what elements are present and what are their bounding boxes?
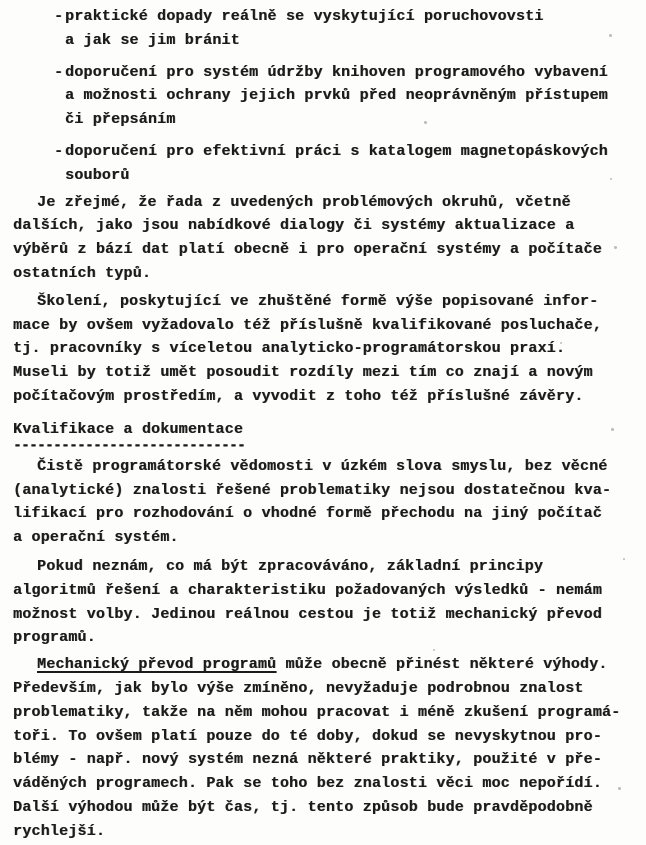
text-line: možnost volby. Jedinou reálnou cestou je totiž mechanický převod [13,605,602,623]
text-line: (analytické) znalosti řešené problematiky nejsou dostatečnou kva- [13,481,612,499]
text-line: Především, jak bylo výše zmíněno, nevyžaduje podrobnou znalost [13,679,584,697]
paragraph [0,455,646,550]
scan-speck [560,342,562,344]
scan-speck [611,428,614,431]
paragraph [0,555,646,650]
bullet-marker: - [54,63,64,81]
bullet-list [0,5,646,188]
text-line [0,653,646,677]
bullet-item [0,5,646,53]
text-line [0,61,646,85]
text-line: a možnosti ochrany jejich prvků před neoprávněným přístupem [65,87,608,105]
text-line: Školení, poskytující ve zhuštěné formě výše popisované infor- [37,292,599,310]
scan-speck [623,558,625,560]
text-line: ostatních typů. [13,264,152,282]
paragraph [0,191,646,286]
bullet-marker: - [54,8,64,25]
paragraph [0,653,646,843]
scan-speck [610,178,612,180]
text-line: programů. [13,629,96,647]
text-line: tj. pracovníky s víceletou analyticko-programátorskou praxí. [13,340,566,358]
scan-speck [433,649,435,651]
paragraph [0,290,646,409]
bullet-text: doporučení pro efektivní práci s katalogem magnetopáskových [65,142,608,160]
text-line: algoritmů řešení a charakteristiku požadovaných výsledků - nemám [13,581,602,599]
bullet-marker: - [54,142,64,160]
text-line: výběrů z bází dat platí obecně i pro operační systémy a počítače [13,241,602,259]
text-line: dalších, jako jsou nabídkové dialogy či systémy aktualizace a [13,217,575,235]
bullet-item [0,140,646,188]
text-line: počítačovým prostředím, a vyvodit z toho též příslušné závěry. [13,387,584,405]
scan-speck [609,34,612,37]
text-line: toři. To ovšem platí pouze do té doby, dokud se nevyskytnou pro- [13,727,602,745]
text-line: či přepsáním [65,111,176,129]
section-heading: Kvalifikace a dokumentace [13,420,244,438]
text-line: Pokud neznám, co má být zpracováváno, základní principy [37,557,544,575]
line-rest: může obecně přinést některé výhody. [276,656,608,674]
scan-speck [424,121,427,124]
bullet-text: doporučení pro systém údržby knihoven programového vybavení [65,63,608,81]
text-line: Čistě programátorské vědomosti v úzkém slova smyslu, bez věcné [37,457,608,475]
text-line [0,5,646,29]
text-line: mace by ovšem vyžadovalo též příslušně kvalifikované posluchače, [13,316,602,334]
text-line: problematiky, takže na něm mohou pracovat i méně zkušení programá- [13,703,621,721]
text-line: Další výhodou může být čas, tj. tento způsob bude pravděpodobně [13,798,593,816]
text-line: rychlejší. [13,822,106,840]
text-line: a operační systém. [13,529,179,547]
text-line: lifikací pro rozhodování o vhodné formě přechodu na jiný počítač [13,505,602,523]
bullet-text: praktické dopady reálně se vyskytující poruchovovsti [65,8,544,25]
text-line: souborů [65,166,130,184]
text-line: blémy - např. nový systém nezná některé praktiky, použité v pře- [13,751,602,769]
text-line [0,140,646,164]
section-heading-underline: ----------------------------- [13,436,246,454]
text-line: Je zřejmé, že řada z uvedených problémových okruhů, včetně [37,193,571,211]
text-line: váděných programech. Pak se toho bez znalosti věci moc nepořídí. [13,775,602,793]
text-line: Museli by totiž umět posoudit rozdíly mezi tím co znají a novým [13,364,593,382]
text-line: a jak se jim bránit [65,31,240,49]
bullet-item [0,61,646,132]
scan-speck [614,246,617,249]
scan-speck [618,787,621,790]
underlined-phrase: Mechanický převod programů [37,656,277,674]
